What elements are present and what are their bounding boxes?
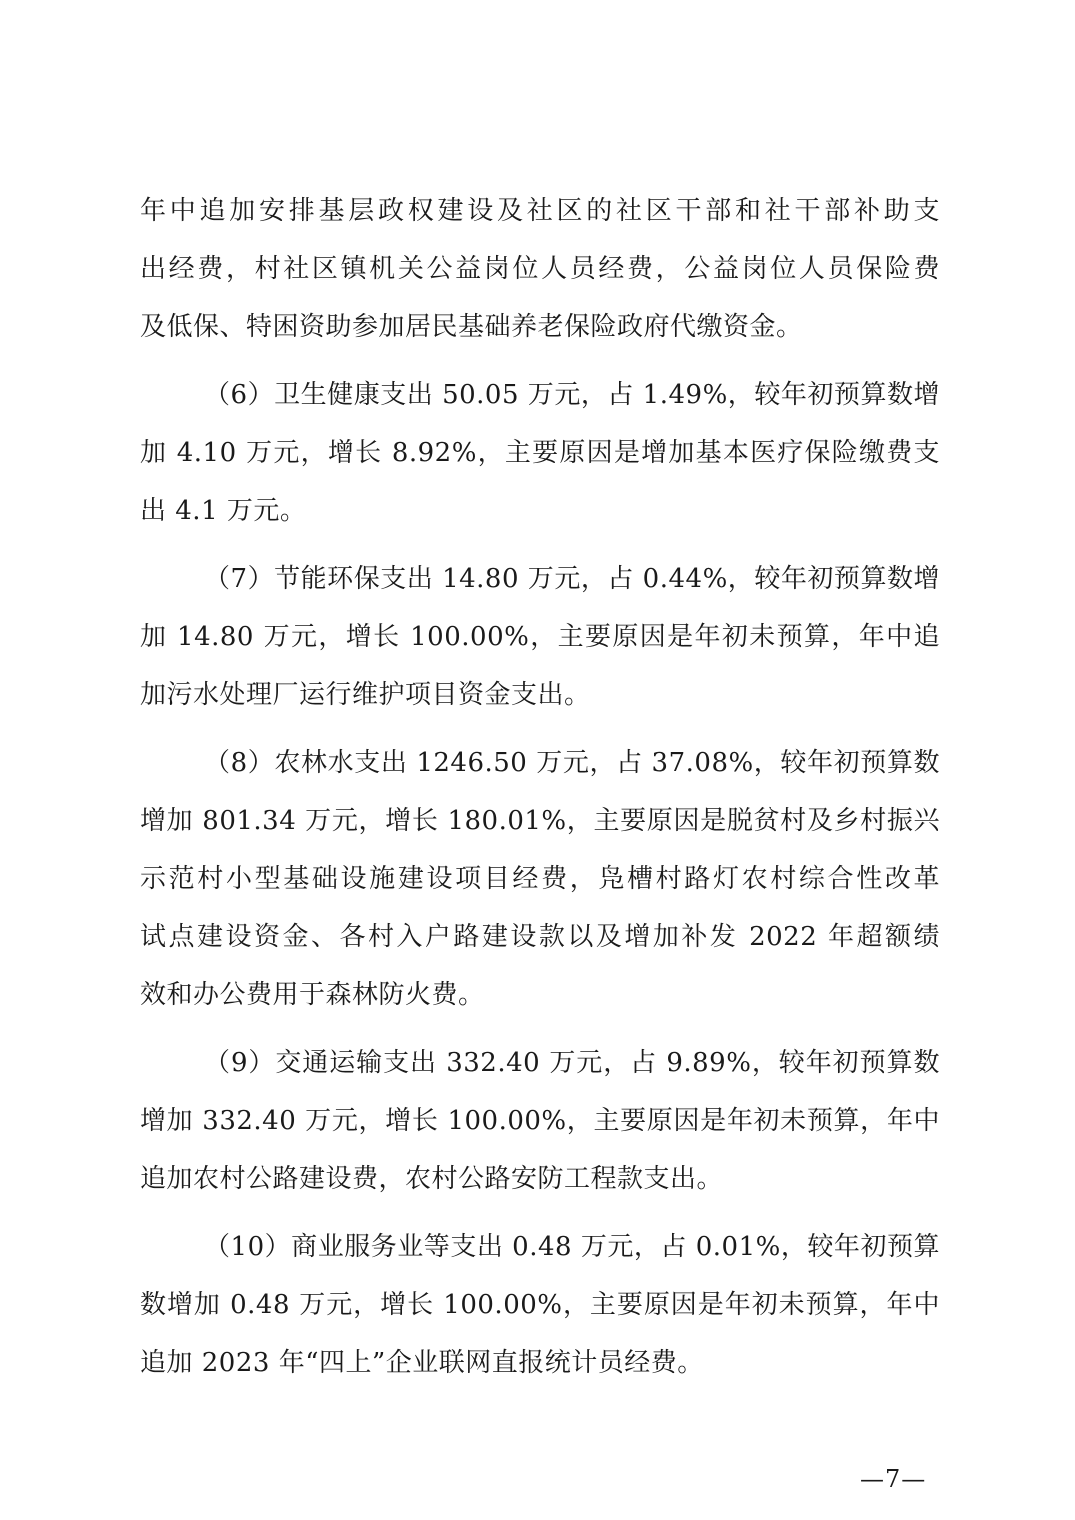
text-line: 增加 332.40 万元，增长 100.00%，主要原因是年初未预算，年中: [140, 1106, 940, 1136]
text-line: 数增加 0.48 万元，增长 100.00%，主要原因是年初未预算，年中: [140, 1290, 940, 1320]
text-line: （8）农林水支出 1246.50 万元，占 37.08%，较年初预算数: [204, 748, 940, 778]
text-line: （6）卫生健康支出 50.05 万元，占 1.49%，较年初预算数增: [204, 380, 940, 410]
text-line: 试点建设资金、各村入户路建设款以及增加补发 2022 年超额绩: [140, 922, 940, 952]
text-line: 加污水处理厂运行维护项目资金支出。: [140, 680, 591, 710]
text-line: 追加 2023 年“四上”企业联网直报统计员经费。: [140, 1348, 704, 1378]
text-line: 年中追加安排基层政权建设及社区的社区干部和社干部补助支: [140, 196, 940, 226]
text-line: 示范村小型基础设施建设项目经费，凫槽村路灯农村综合性改革: [140, 864, 940, 894]
document-body: [140, 182, 940, 1392]
page-number: —7—: [860, 1465, 927, 1493]
paragraph-continuation: [140, 182, 940, 356]
paragraph-transport-expenditure: [140, 1034, 940, 1208]
text-line: 加 4.10 万元，增长 8.92%，主要原因是增加基本医疗保险缴费支: [140, 438, 940, 468]
text-line: 出 4.1 万元。: [140, 496, 307, 526]
text-line: （7）节能环保支出 14.80 万元，占 0.44%，较年初预算数增: [204, 564, 940, 594]
text-line: 追加农村公路建设费，农村公路安防工程款支出。: [140, 1164, 724, 1194]
text-line: 出经费，村社区镇机关公益岗位人员经费，公益岗位人员保险费: [140, 254, 940, 284]
paragraph-agriculture-expenditure: [140, 734, 940, 1024]
text-line: 增加 801.34 万元，增长 180.01%，主要原因是脱贫村及乡村振兴: [140, 806, 940, 836]
text-line: （9）交通运输支出 332.40 万元，占 9.89%，较年初预算数: [204, 1048, 940, 1078]
text-line: 加 14.80 万元，增长 100.00%，主要原因是年初未预算，年中追: [140, 622, 940, 652]
paragraph-environmental-expenditure: [140, 550, 940, 724]
text-line: 效和办公费用于森林防火费。: [140, 980, 485, 1010]
text-line: 及低保、特困资助参加居民基础养老保险政府代缴资金。: [140, 312, 803, 342]
paragraph-commerce-expenditure: [140, 1218, 940, 1392]
paragraph-health-expenditure: [140, 366, 940, 540]
text-line: （10）商业服务业等支出 0.48 万元，占 0.01%，较年初预算: [204, 1232, 940, 1262]
